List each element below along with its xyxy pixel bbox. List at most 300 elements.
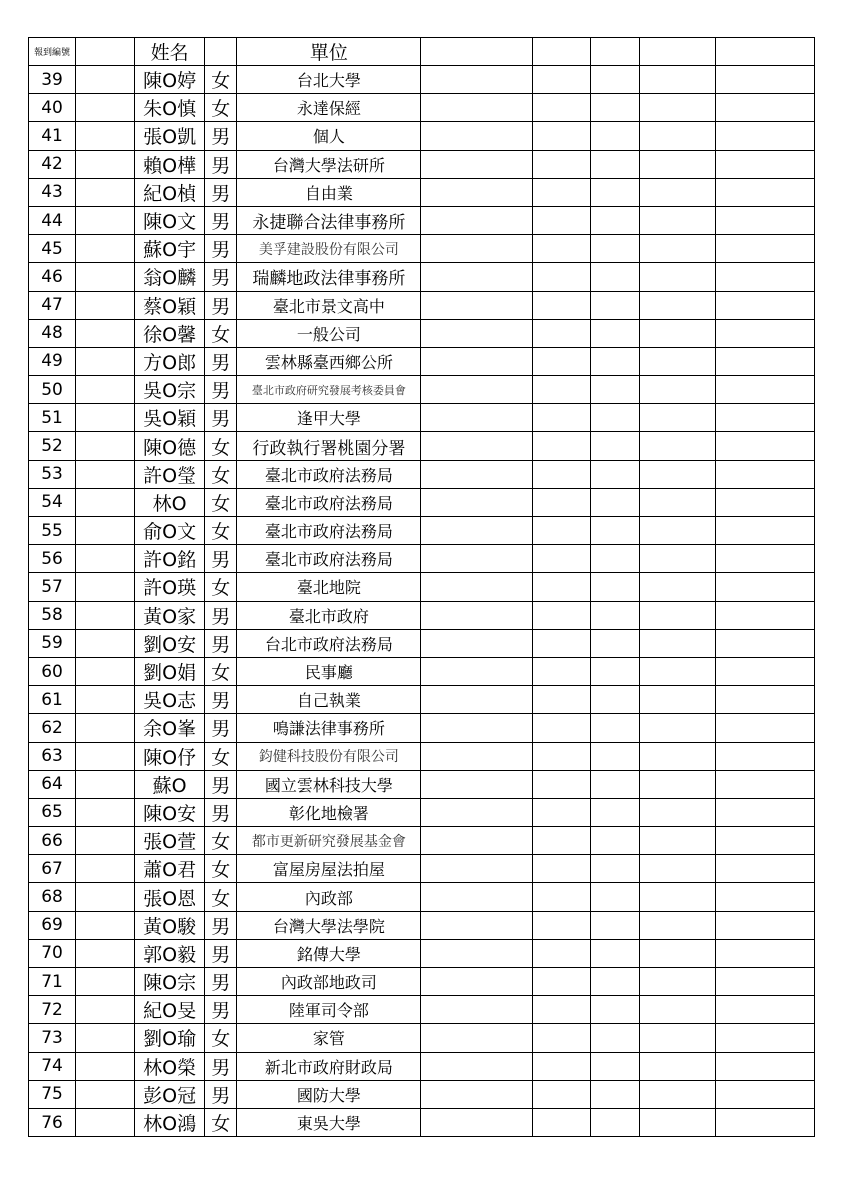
empty-cell	[639, 376, 715, 404]
empty-cell	[715, 573, 814, 601]
row-name: 陳O德	[135, 432, 205, 460]
table-row	[29, 714, 815, 742]
row-sex: 女	[205, 1024, 237, 1052]
table-row	[29, 573, 815, 601]
empty-cell	[715, 150, 814, 178]
row-number: 46	[29, 263, 76, 291]
row-unit: 台北市政府法務局	[237, 629, 421, 657]
blank-cell	[76, 206, 135, 234]
blank-cell	[76, 770, 135, 798]
row-number: 66	[29, 827, 76, 855]
row-unit: 新北市政府財政局	[237, 1052, 421, 1080]
header-number: 報到編號	[29, 38, 76, 66]
row-name: 黃O駿	[135, 911, 205, 939]
row-number: 50	[29, 376, 76, 404]
blank-cell	[76, 460, 135, 488]
empty-cell	[421, 996, 532, 1024]
table-row	[29, 968, 815, 996]
empty-cell	[421, 517, 532, 545]
row-number: 68	[29, 883, 76, 911]
row-sex: 男	[205, 122, 237, 150]
row-sex: 女	[205, 855, 237, 883]
empty-cell	[639, 629, 715, 657]
empty-cell	[590, 686, 639, 714]
row-number: 61	[29, 686, 76, 714]
empty-cell	[639, 1024, 715, 1052]
row-sex: 男	[205, 939, 237, 967]
registration-roster-table	[28, 37, 815, 1137]
header-blank	[76, 38, 135, 66]
empty-cell	[421, 657, 532, 685]
blank-cell	[76, 1024, 135, 1052]
row-sex: 男	[205, 263, 237, 291]
row-unit: 鈞健科技股份有限公司	[237, 742, 421, 770]
empty-cell	[590, 770, 639, 798]
row-sex: 男	[205, 714, 237, 742]
blank-cell	[76, 629, 135, 657]
empty-cell	[532, 573, 590, 601]
row-number: 57	[29, 573, 76, 601]
empty-cell	[715, 1080, 814, 1108]
empty-cell	[590, 206, 639, 234]
row-name: 許O瑩	[135, 460, 205, 488]
empty-cell	[421, 460, 532, 488]
empty-cell	[715, 968, 814, 996]
empty-cell	[639, 319, 715, 347]
empty-cell	[532, 94, 590, 122]
row-number: 51	[29, 404, 76, 432]
row-unit: 國立雲林科技大學	[237, 770, 421, 798]
empty-cell	[532, 601, 590, 629]
empty-cell	[639, 573, 715, 601]
empty-cell	[715, 601, 814, 629]
empty-cell	[590, 122, 639, 150]
table-row	[29, 911, 815, 939]
blank-cell	[76, 827, 135, 855]
table-row	[29, 122, 815, 150]
row-number: 62	[29, 714, 76, 742]
empty-cell	[532, 827, 590, 855]
empty-cell	[715, 629, 814, 657]
row-unit: 臺北市政府法務局	[237, 460, 421, 488]
empty-cell	[715, 798, 814, 826]
row-unit: 美孚建設股份有限公司	[237, 235, 421, 263]
row-sex: 男	[205, 291, 237, 319]
row-unit: 台灣大學法研所	[237, 150, 421, 178]
blank-cell	[76, 150, 135, 178]
empty-cell	[639, 686, 715, 714]
blank-cell	[76, 122, 135, 150]
row-number: 39	[29, 66, 76, 94]
empty-cell	[421, 206, 532, 234]
row-number: 67	[29, 855, 76, 883]
row-number: 56	[29, 545, 76, 573]
empty-cell	[421, 798, 532, 826]
row-name: 方O郎	[135, 347, 205, 375]
blank-cell	[76, 263, 135, 291]
blank-cell	[76, 94, 135, 122]
empty-cell	[639, 601, 715, 629]
empty-cell	[715, 206, 814, 234]
empty-cell	[532, 263, 590, 291]
empty-cell	[532, 996, 590, 1024]
empty-cell	[421, 291, 532, 319]
row-number: 73	[29, 1024, 76, 1052]
table-row	[29, 460, 815, 488]
table-row	[29, 1052, 815, 1080]
empty-cell	[639, 657, 715, 685]
row-number: 70	[29, 939, 76, 967]
row-unit: 東吳大學	[237, 1108, 421, 1136]
row-name: 蘇O宇	[135, 235, 205, 263]
blank-cell	[76, 235, 135, 263]
row-name: 張O凱	[135, 122, 205, 150]
empty-cell	[639, 347, 715, 375]
row-name: 郭O毅	[135, 939, 205, 967]
row-name: 徐O馨	[135, 319, 205, 347]
table-row	[29, 206, 815, 234]
row-name: 彭O冠	[135, 1080, 205, 1108]
table-row	[29, 996, 815, 1024]
table-row	[29, 347, 815, 375]
empty-cell	[639, 939, 715, 967]
empty-cell	[532, 517, 590, 545]
empty-cell	[639, 235, 715, 263]
empty-cell	[590, 996, 639, 1024]
blank-cell	[76, 601, 135, 629]
empty-cell	[639, 1080, 715, 1108]
empty-cell	[590, 460, 639, 488]
empty-cell	[421, 629, 532, 657]
blank-cell	[76, 855, 135, 883]
empty-cell	[532, 432, 590, 460]
row-name: 吳O穎	[135, 404, 205, 432]
row-number: 49	[29, 347, 76, 375]
empty-cell	[715, 488, 814, 516]
empty-cell	[715, 1052, 814, 1080]
row-number: 52	[29, 432, 76, 460]
row-sex: 男	[205, 629, 237, 657]
blank-cell	[76, 432, 135, 460]
table-row	[29, 798, 815, 826]
empty-cell	[532, 206, 590, 234]
row-unit: 行政執行署桃園分署	[237, 432, 421, 460]
empty-cell	[532, 770, 590, 798]
row-sex: 女	[205, 827, 237, 855]
table-row	[29, 235, 815, 263]
empty-cell	[421, 1108, 532, 1136]
row-name: 俞O文	[135, 517, 205, 545]
row-unit: 永捷聯合法律事務所	[237, 206, 421, 234]
empty-cell	[590, 798, 639, 826]
table-row	[29, 488, 815, 516]
empty-cell	[590, 742, 639, 770]
header-empty-col	[590, 38, 639, 66]
empty-cell	[715, 1108, 814, 1136]
empty-cell	[590, 263, 639, 291]
table-row	[29, 263, 815, 291]
empty-cell	[590, 347, 639, 375]
row-sex: 女	[205, 517, 237, 545]
empty-cell	[639, 883, 715, 911]
row-number: 40	[29, 94, 76, 122]
empty-cell	[421, 263, 532, 291]
empty-cell	[532, 291, 590, 319]
row-name: 陳O伃	[135, 742, 205, 770]
row-number: 45	[29, 235, 76, 263]
empty-cell	[421, 770, 532, 798]
empty-cell	[532, 629, 590, 657]
empty-cell	[715, 122, 814, 150]
row-unit: 家管	[237, 1024, 421, 1052]
row-name: 陳O宗	[135, 968, 205, 996]
empty-cell	[639, 855, 715, 883]
table-row	[29, 742, 815, 770]
empty-cell	[532, 347, 590, 375]
row-unit: 富屋房屋法拍屋	[237, 855, 421, 883]
header-empty-col	[639, 38, 715, 66]
row-number: 60	[29, 657, 76, 685]
empty-cell	[532, 235, 590, 263]
row-unit: 一般公司	[237, 319, 421, 347]
empty-cell	[532, 939, 590, 967]
blank-cell	[76, 178, 135, 206]
empty-cell	[421, 319, 532, 347]
table-row	[29, 939, 815, 967]
row-unit: 自己執業	[237, 686, 421, 714]
row-sex: 男	[205, 798, 237, 826]
empty-cell	[715, 460, 814, 488]
header-empty-col	[715, 38, 814, 66]
empty-cell	[421, 573, 532, 601]
row-number: 69	[29, 911, 76, 939]
empty-cell	[421, 178, 532, 206]
blank-cell	[76, 347, 135, 375]
empty-cell	[421, 601, 532, 629]
empty-cell	[639, 996, 715, 1024]
row-number: 42	[29, 150, 76, 178]
row-name: 張O恩	[135, 883, 205, 911]
empty-cell	[421, 1024, 532, 1052]
table-row	[29, 827, 815, 855]
empty-cell	[421, 1052, 532, 1080]
empty-cell	[421, 742, 532, 770]
empty-cell	[532, 686, 590, 714]
row-sex: 男	[205, 1080, 237, 1108]
empty-cell	[532, 968, 590, 996]
row-unit: 內政部	[237, 883, 421, 911]
row-unit: 自由業	[237, 178, 421, 206]
blank-cell	[76, 714, 135, 742]
empty-cell	[639, 545, 715, 573]
row-sex: 女	[205, 883, 237, 911]
row-number: 59	[29, 629, 76, 657]
row-unit: 臺北市政府法務局	[237, 545, 421, 573]
empty-cell	[715, 263, 814, 291]
blank-cell	[76, 1052, 135, 1080]
empty-cell	[532, 122, 590, 150]
blank-cell	[76, 319, 135, 347]
empty-cell	[639, 968, 715, 996]
empty-cell	[421, 968, 532, 996]
empty-cell	[590, 883, 639, 911]
empty-cell	[715, 911, 814, 939]
empty-cell	[532, 742, 590, 770]
empty-cell	[590, 1052, 639, 1080]
table-row	[29, 883, 815, 911]
blank-cell	[76, 66, 135, 94]
row-unit: 國防大學	[237, 1080, 421, 1108]
row-unit: 個人	[237, 122, 421, 150]
row-sex: 女	[205, 460, 237, 488]
row-sex: 女	[205, 488, 237, 516]
row-sex: 男	[205, 968, 237, 996]
row-name: 劉O娟	[135, 657, 205, 685]
row-unit: 臺北市景文高中	[237, 291, 421, 319]
empty-cell	[421, 883, 532, 911]
empty-cell	[639, 460, 715, 488]
row-name: 林O榮	[135, 1052, 205, 1080]
row-name: 蕭O君	[135, 855, 205, 883]
row-sex: 男	[205, 178, 237, 206]
row-number: 65	[29, 798, 76, 826]
row-number: 63	[29, 742, 76, 770]
row-unit: 台灣大學法學院	[237, 911, 421, 939]
row-sex: 男	[205, 404, 237, 432]
empty-cell	[532, 1080, 590, 1108]
row-name: 吳O志	[135, 686, 205, 714]
empty-cell	[639, 742, 715, 770]
empty-cell	[590, 150, 639, 178]
row-sex: 男	[205, 911, 237, 939]
row-sex: 女	[205, 66, 237, 94]
empty-cell	[715, 939, 814, 967]
empty-cell	[590, 66, 639, 94]
row-name: 余O峯	[135, 714, 205, 742]
row-sex: 男	[205, 686, 237, 714]
empty-cell	[421, 66, 532, 94]
blank-cell	[76, 911, 135, 939]
empty-cell	[532, 883, 590, 911]
table-row	[29, 629, 815, 657]
empty-cell	[532, 66, 590, 94]
empty-cell	[715, 714, 814, 742]
empty-cell	[421, 714, 532, 742]
table-row	[29, 545, 815, 573]
empty-cell	[421, 432, 532, 460]
empty-cell	[715, 291, 814, 319]
empty-cell	[715, 827, 814, 855]
row-number: 43	[29, 178, 76, 206]
empty-cell	[590, 319, 639, 347]
table-row	[29, 432, 815, 460]
row-unit: 臺北市政府法務局	[237, 517, 421, 545]
row-number: 71	[29, 968, 76, 996]
blank-cell	[76, 883, 135, 911]
table-row	[29, 601, 815, 629]
row-sex: 男	[205, 150, 237, 178]
row-number: 55	[29, 517, 76, 545]
row-unit: 彰化地檢署	[237, 798, 421, 826]
row-name: 許O銘	[135, 545, 205, 573]
empty-cell	[715, 178, 814, 206]
row-name: 林O鴻	[135, 1108, 205, 1136]
empty-cell	[590, 488, 639, 516]
row-name: 黃O家	[135, 601, 205, 629]
roster-body	[29, 66, 815, 1137]
empty-cell	[639, 827, 715, 855]
empty-cell	[715, 1024, 814, 1052]
empty-cell	[532, 150, 590, 178]
empty-cell	[639, 291, 715, 319]
empty-cell	[421, 94, 532, 122]
empty-cell	[590, 94, 639, 122]
blank-cell	[76, 1080, 135, 1108]
empty-cell	[639, 178, 715, 206]
row-name: 陳O婷	[135, 66, 205, 94]
empty-cell	[590, 517, 639, 545]
blank-cell	[76, 1108, 135, 1136]
row-sex: 男	[205, 206, 237, 234]
row-name: 紀O楨	[135, 178, 205, 206]
empty-cell	[639, 66, 715, 94]
row-unit: 臺北市政府研究發展考核委員會	[237, 376, 421, 404]
row-sex: 男	[205, 235, 237, 263]
empty-cell	[590, 601, 639, 629]
row-sex: 女	[205, 657, 237, 685]
empty-cell	[715, 66, 814, 94]
row-unit: 臺北地院	[237, 573, 421, 601]
empty-cell	[532, 545, 590, 573]
empty-cell	[532, 488, 590, 516]
blank-cell	[76, 968, 135, 996]
empty-cell	[590, 178, 639, 206]
row-sex: 男	[205, 545, 237, 573]
row-name: 朱O慎	[135, 94, 205, 122]
blank-cell	[76, 686, 135, 714]
empty-cell	[590, 573, 639, 601]
row-sex: 女	[205, 742, 237, 770]
table-row	[29, 376, 815, 404]
row-number: 48	[29, 319, 76, 347]
empty-cell	[639, 263, 715, 291]
row-sex: 男	[205, 347, 237, 375]
empty-cell	[421, 347, 532, 375]
empty-cell	[639, 1108, 715, 1136]
table-row	[29, 855, 815, 883]
row-unit: 雲林縣臺西鄉公所	[237, 347, 421, 375]
row-unit: 永達保經	[237, 94, 421, 122]
header-empty-col	[532, 38, 590, 66]
empty-cell	[715, 517, 814, 545]
row-unit: 銘傳大學	[237, 939, 421, 967]
empty-cell	[715, 545, 814, 573]
row-sex: 男	[205, 376, 237, 404]
blank-cell	[76, 376, 135, 404]
empty-cell	[532, 911, 590, 939]
row-name: 許O瑛	[135, 573, 205, 601]
row-sex: 男	[205, 601, 237, 629]
table-row	[29, 94, 815, 122]
empty-cell	[532, 714, 590, 742]
empty-cell	[421, 686, 532, 714]
empty-cell	[421, 855, 532, 883]
row-name: 陳O安	[135, 798, 205, 826]
row-unit: 台北大學	[237, 66, 421, 94]
empty-cell	[421, 122, 532, 150]
empty-cell	[532, 1052, 590, 1080]
empty-cell	[715, 855, 814, 883]
